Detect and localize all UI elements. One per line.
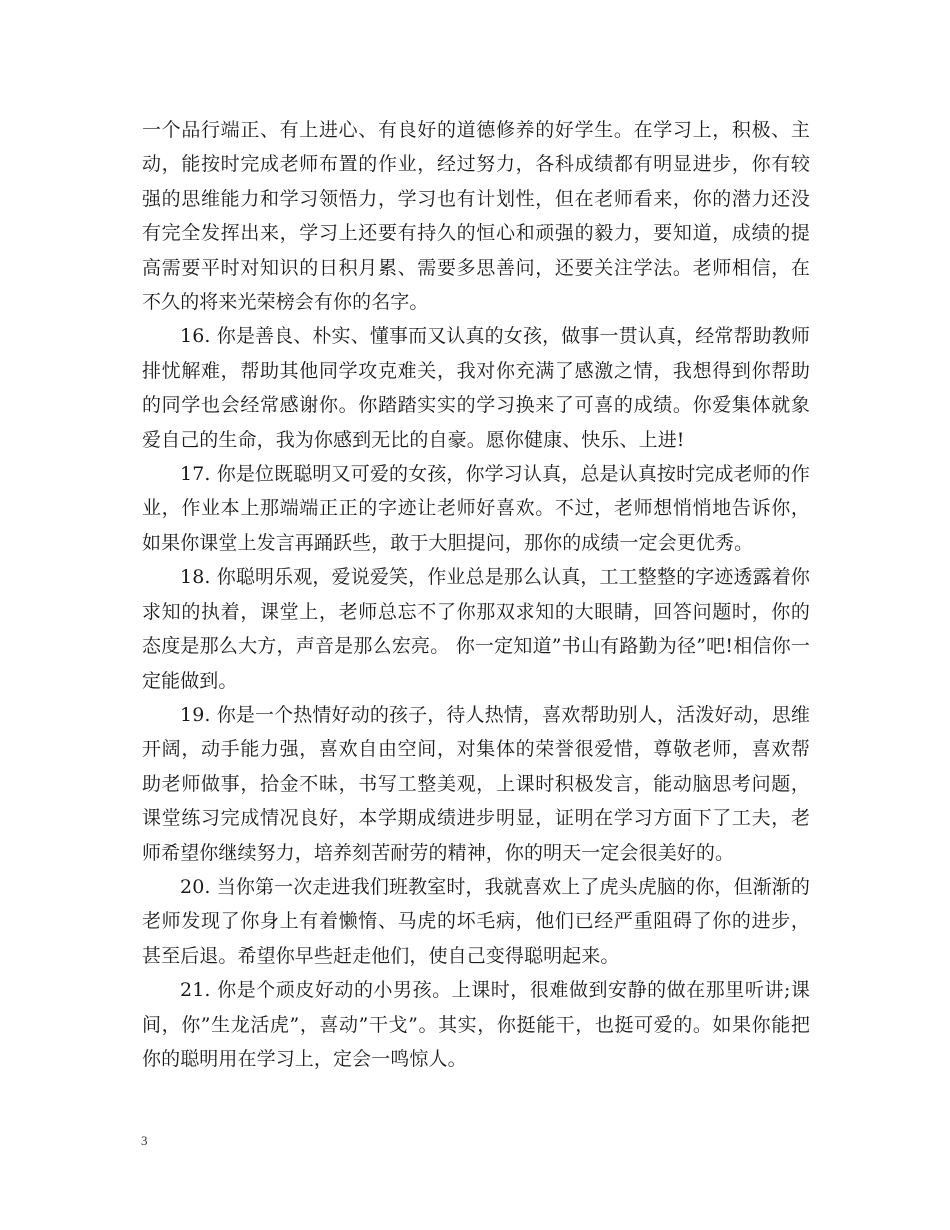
- paragraph-20: [142, 870, 810, 973]
- paragraph-text: 你是位既聪明又可爱的女孩，你学习认真，总是认真按时完成老师的作业，作业本上那端端正正的字迹让老师好喜欢。不过，老师想悄悄地告诉你，如果你课堂上发言再踊跃些，敢于大胆提问，那你的成绩一定会更优秀。: [142, 463, 810, 554]
- paragraph-text: 你是一个热情好动的孩子，待人热情，喜欢帮助别人，活泼好动，思维开阔，动手能力强，喜欢自由空间，对集体的荣誉很爱惜，尊敬老师，喜欢帮助老师做事，拾金不昧，书写工整美观，上课时积极发言，能动脑思考问题，课堂练习完成情况良好，本学期成绩进步明显，证明在学习方面下了工夫，老师希望你继续努力，培养刻苦耐劳的精神，你的明天一定会很美好的。: [142, 703, 810, 864]
- paragraph-number: 19.: [180, 703, 211, 726]
- paragraph-number: 16.: [180, 325, 211, 348]
- paragraph-number: 18.: [180, 566, 211, 589]
- paragraph-18: [142, 560, 810, 698]
- paragraph-21: [142, 973, 810, 1076]
- paragraph-text: 当你第一次走进我们班教室时，我就喜欢上了虎头虎脑的你，但渐渐的老师发现了你身上有着懒惰、马虎的坏毛病，他们已经严重阻碍了你的进步，甚至后退。希望你早些赶走他们，使自己变得聪明起来。: [142, 875, 810, 967]
- paragraph-text: 一个品行端正、有上进心、有良好的道德修养的好学生。在学习上，积极、主动，能按时完成老师布置的作业，经过努力，各科成绩都有明显进步，你有较强的思维能力和学习领悟力，学习也有计划性，但在老师看来，你的潜力还没有完全发挥出来，学习上还要有持久的恒心和顽强的毅力，要知道，成绩的提高需要平时对知识的日积月累、需要多思善问，还要关注学法。老师相信，在不久的将来光荣榜会有你的名字。: [142, 119, 810, 314]
- paragraph-text: 你是个顽皮好动的小男孩。上课时，很难做到安静的做在那里听讲;课间，你”生龙活虎”，喜动”干戈”。其实，你挺能干，也挺可爱的。如果你能把你的聪明用在学习上，定会一鸣惊人。: [142, 979, 810, 1070]
- paragraph-19: [142, 698, 810, 870]
- paragraph-number: 21.: [180, 979, 211, 1002]
- paragraph-continuation: [142, 113, 810, 319]
- page-number: 3: [141, 1133, 148, 1148]
- paragraph-number: 20.: [180, 875, 211, 898]
- paragraph-number: 17.: [180, 463, 211, 486]
- paragraph-16: [142, 319, 810, 457]
- document-body: [142, 113, 810, 1076]
- paragraph-text: 你是善良、朴实、懂事而又认真的女孩，做事一贯认真，经常帮助教师排忧解难，帮助其他同学攻克难关，我对你充满了感激之情，我想得到你帮助的同学也会经常感谢你。你踏踏实实的学习换来了可喜的成绩。你爱集体就象爱自己的生命，我为你感到无比的自豪。愿你健康、快乐、上进!: [142, 325, 810, 451]
- paragraph-text: 你聪明乐观，爱说爱笑，作业总是那么认真，工工整整的字迹透露着你求知的执着，课堂上，老师总忘不了你那双求知的大眼睛，回答问题时，你的态度是那么大方，声音是那么宏亮。 你一定知道”书山有路勤为径”吧!相信你一定能做到。: [142, 566, 810, 692]
- paragraph-17: [142, 457, 810, 560]
